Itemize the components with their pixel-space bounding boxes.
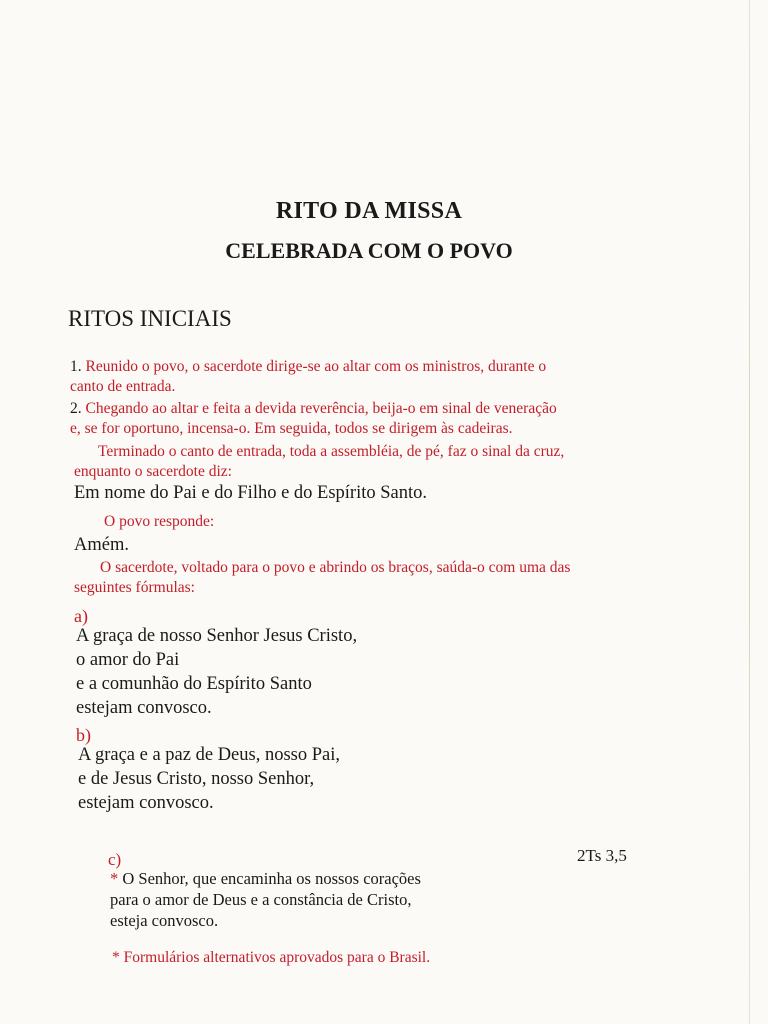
page-title: RITO DA MISSA <box>275 198 463 224</box>
rubric-greeting-line1: O sacerdote, voltado para o povo e abrindo os braços, saúda-o com uma das <box>100 559 571 576</box>
rubric-greeting-line2: seguintes fórmulas: <box>74 579 195 596</box>
paragraph-1-line1: Reunido o povo, o sacerdote dirige-se ao altar com os ministros, durante o <box>85 358 547 375</box>
greeting-b-line: estejam convosco. <box>78 793 214 813</box>
paragraph-2-line2: e, se for oportuno, incensa-o. Em seguida, todos se dirigem às cadeiras. <box>70 420 513 437</box>
greeting-b-label: b) <box>76 725 91 745</box>
greeting-c-text <box>110 868 421 931</box>
scripture-reference: 2Ts 3,5 <box>577 846 627 865</box>
greeting-b-line: A graça e a paz de Deus, nosso Pai, <box>78 745 340 765</box>
paragraph-1 <box>70 357 546 397</box>
greeting-a-line: e a comunhão do Espírito Santo <box>76 674 312 694</box>
greeting-b-line: e de Jesus Cristo, nosso Senhor, <box>78 769 315 789</box>
sign-of-cross-text: Em nome do Pai e do Filho e do Espírito Santo. <box>74 483 428 503</box>
paragraph-1-number: 1. <box>70 358 82 375</box>
people-respond-rubric: O povo responde: <box>104 513 215 530</box>
greeting-a-line: o amor do Pai <box>76 650 180 670</box>
footnote: * Formulários alternativos aprovados para o Brasil. <box>112 949 431 966</box>
paragraph-2-line1: Chegando ao altar e feita a devida reverência, beija-o em sinal de veneração <box>85 400 557 417</box>
greeting-a-label: a) <box>74 606 88 626</box>
greeting-c-line: para o amor de Deus e a constância de Cristo, <box>110 890 412 909</box>
amen-text: Amém. <box>74 535 129 555</box>
greeting-c-line: esteja convosco. <box>110 911 219 930</box>
paragraph-2 <box>70 399 557 439</box>
section-title: RITOS INICIAIS <box>68 306 232 331</box>
greeting-c-line: O Senhor, que encaminha os nossos corações <box>122 869 421 888</box>
greeting-a-line: estejam convosco. <box>76 698 212 718</box>
page-edge <box>749 0 750 1024</box>
paragraph-2-number: 2. <box>70 400 82 417</box>
rubric-sign-of-cross-line1: Terminado o canto de entrada, toda a assembléia, de pé, faz o sinal da cruz, <box>98 443 565 460</box>
greeting-a-line: A graça de nosso Senhor Jesus Cristo, <box>76 626 358 646</box>
rubric-sign-of-cross-line2: enquanto o sacerdote diz: <box>74 463 232 480</box>
greeting-b-text <box>78 743 340 815</box>
greeting-c-label: c) <box>108 850 122 869</box>
paragraph-1-line2: canto de entrada. <box>70 378 176 395</box>
greeting-a-text <box>76 624 357 720</box>
asterisk-marker: * <box>110 869 119 888</box>
page-subtitle: CELEBRADA COM O POVO <box>225 238 513 263</box>
